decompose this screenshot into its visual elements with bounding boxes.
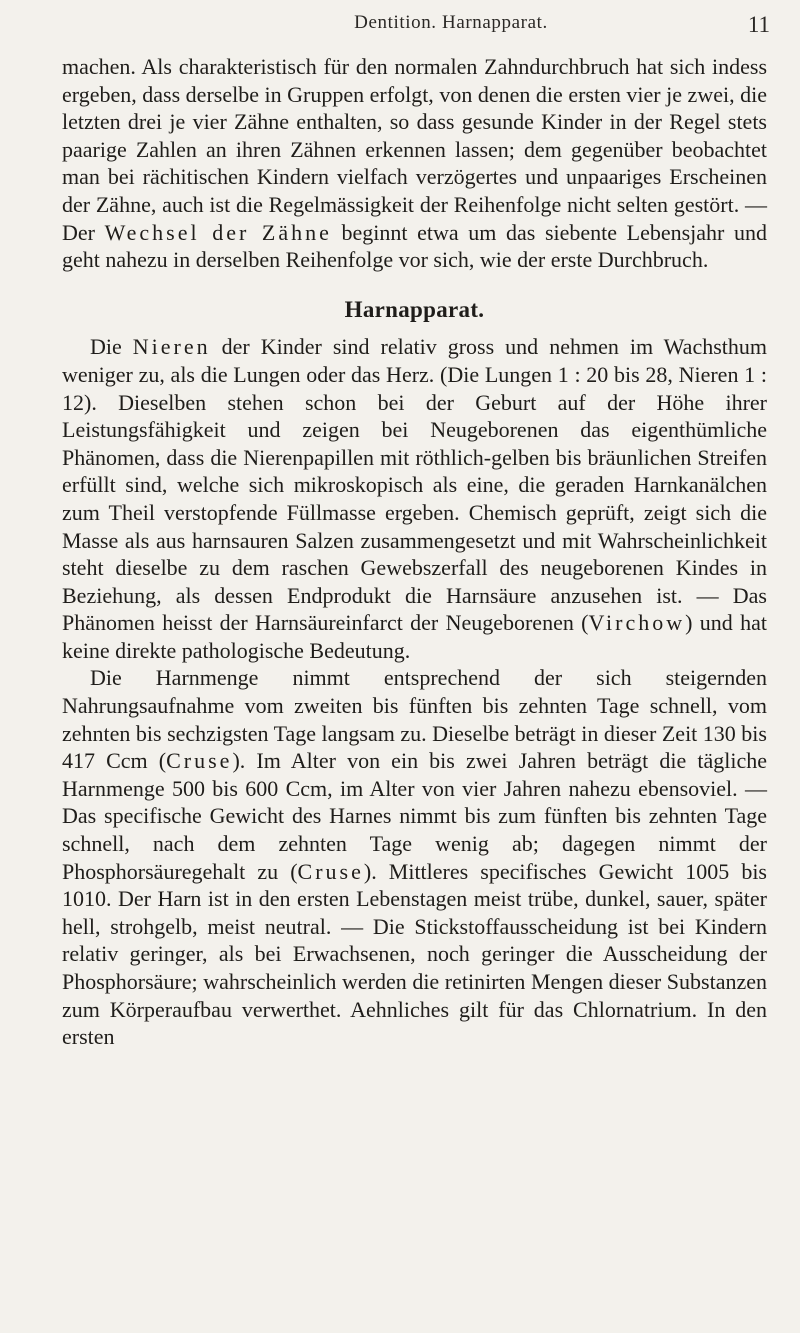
body-text	[62, 53, 767, 1051]
text-run: ). Mittleres specifisches Gewicht 1005 bis 1010. Der Harn ist in den ersten Lebenstagen meist trübe, dunkel, sauer, später hell, strohgelb, meist neutral. — Die Stickstoffausscheidung ist bei Kindern relativ geringer, als bei Erwachsenen, noch geringer die Ausscheidung der Phosphorsäure; wahrscheinlich werden die retinirten Mengen dieser Substanzen zum Körperaufbau verwerthet. Aehnliches gilt für das Chlornatrium. In den ersten	[62, 858, 767, 1050]
book-page	[62, 0, 770, 1333]
text-run: der Kinder sind relativ gross und nehmen im Wachsthum weniger zu, als die Lungen oder das Herz. (Die Lungen 1 : 20 bis 28, Nieren 1 : 12). Dieselben stehen schon bei der Geburt auf der Höhe ihrer Leistungsfähigkeit und zeigen bei Neugeborenen das eigenthümliche Phänomen, dass die Nierenpapillen mit röthlich-gelben bis bräunlichen Streifen erfüllt sind, welche sich mikroskopisch als eine, die geraden Harnkanälchen zum Theil verstopfende Füllmasse ergeben. Chemisch geprüft, zeigt sich die Masse als aus harnsauren Salzen zusammengesetzt und mit Wahrscheinlichkeit steht dieselbe zu dem raschen Gewebszerfall des neugeborenen Kindes in Beziehung, als dessen Endprodukt die Harnsäure anzusehen ist. — Das Phänomen heisst der Harnsäureinfarct der Neugeborenen (	[62, 334, 767, 636]
running-title: Dentition. Harnapparat.	[354, 12, 548, 33]
author-citation: Cruse	[166, 748, 233, 774]
running-header	[62, 6, 770, 38]
text-run: ). Im Alter von ein bis zwei Jahren beträgt die tägliche Harnmenge 500 bis 600 Ccm, im Alter von vier Jahren nahezu ebensoviel. — Das specifische Gewicht des Harnes nimmt bis zum fünften bis zehnten Tage schnell, nach dem zehnten Tage wenig ab; dagegen nimmt der Phosphorsäuregehalt zu (	[62, 748, 767, 884]
page-number: 11	[747, 12, 770, 37]
text-run: Die	[90, 334, 133, 360]
emphasis-spaced: Nieren	[132, 334, 211, 360]
text-run: Die Harnmenge nimmt entsprechend der sich steigernden Nahrungsaufnahme vom zweiten bis fünften bis zehnten Tage schnell, vom zehnten bis sechzigsten Tage langsam zu. Dieselbe beträgt in dieser Zeit 130 bis 417 Ccm (	[62, 665, 767, 774]
section-heading: Harnapparat.	[344, 296, 485, 322]
text-run: ) und hat keine direkte pathologische Bedeutung.	[62, 610, 767, 663]
paragraph-harnmenge	[62, 664, 767, 1050]
text-run: machen. Als charakteristisch für den normalen Zahndurchbruch hat sich indess ergeben, dass derselbe in Gruppen erfolgt, von denen die ersten vier je zwei, die letzten drei je vier Zähne enthalten, so dass gesunde Kinder in der Regel stets paarige Zahlen an ihren Zähnen erkennen lassen; dem gegenüber beobachtet man bei rächitischen Kindern vielfach verzögertes und unpaariges Erscheinen der Zähne, auch ist die Regelmässigkeit der Reihenfolge nicht selten gestört. — Der	[62, 54, 767, 245]
emphasis-spaced: Wechsel der Zähne	[104, 219, 332, 245]
text-run: beginnt etwa um das siebente Lebensjahr und geht nahezu in derselben Reihenfolge vor sich, wie der erste Durchbruch.	[62, 219, 768, 273]
paragraph-dentition	[62, 53, 767, 274]
author-citation: Cruse	[297, 858, 364, 884]
author-citation: Virchow	[588, 610, 686, 636]
paragraph-nieren	[62, 333, 767, 664]
